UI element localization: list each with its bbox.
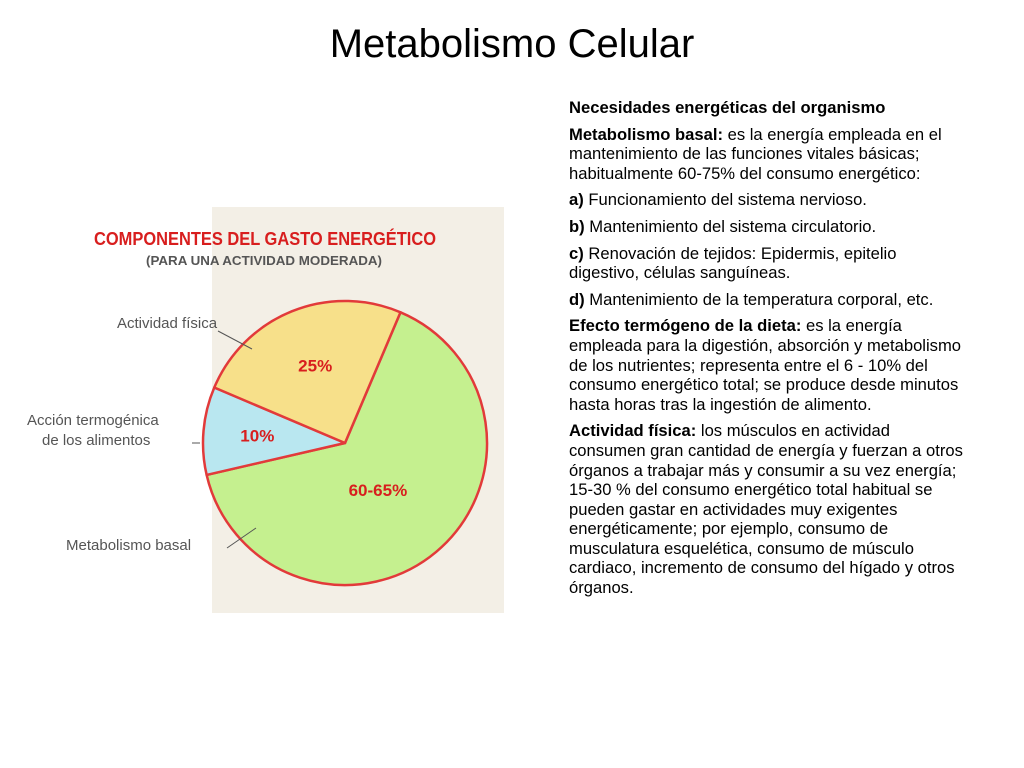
text-column [569, 98, 969, 605]
slice-value-actividad: 25% [298, 356, 333, 376]
section-heading: Necesidades energéticas del organismo [569, 98, 886, 117]
item-b: b) Mantenimiento del sistema circulatorio. [569, 216, 877, 236]
slice-value-metabolismo: 60-65% [348, 481, 408, 501]
chart-subtitle: (PARA UNA ACTIVIDAD MODERADA) [146, 254, 382, 268]
item-d: d) Mantenimiento de la temperatura corporal, etc. [569, 289, 934, 309]
paragraph-efecto-termogeno: Efecto termógeno de la dieta: es la energía empleada para la digestión, absorción y metabolismo de los nutrientes; representa entre el 6 - 10% del consumo energético total; se produce desde minutos hasta horas tras la ingestión de alimento. [569, 316, 962, 414]
label-accion-line2: de los alimentos [42, 432, 151, 449]
slide-title: Metabolismo Celular [329, 22, 695, 66]
label-metabolismo: Metabolismo basal [66, 537, 192, 554]
label-actividad: Actividad física [117, 315, 218, 332]
chart-title: COMPONENTES DEL GASTO ENERGÉTICO [94, 228, 436, 249]
paragraph-metabolismo-basal: Metabolismo basal: es la energía empleada en el mantenimiento de las funciones vitales básicas; habitualmente 60-75% del consumo energético: [569, 124, 942, 183]
slice-value-accion: 10% [240, 426, 275, 446]
energy-pie-figure [27, 207, 504, 613]
item-a: a) Funcionamiento del sistema nervioso. [569, 190, 867, 210]
pie-chart [27, 207, 504, 613]
label-accion-line1: Acción termogénica [27, 412, 159, 429]
paragraph-actividad-fisica: Actividad física: los músculos en actividad consumen gran cantidad de energía y fuerzan a otros órganos a trabajar más y consumir a su vez energía; 15-30 % del consumo energético total habitual se pueden gastar en actividades muy exigentes energéticamente; por ejemplo, consumo de musculatura esquelética, consumo de músculo cardiaco, incremento de consumo del hígado y otros órganos. [569, 421, 963, 598]
item-c: c) Renovación de tejidos: Epidermis, epitelio digestivo, células sanguíneas. [569, 243, 897, 283]
